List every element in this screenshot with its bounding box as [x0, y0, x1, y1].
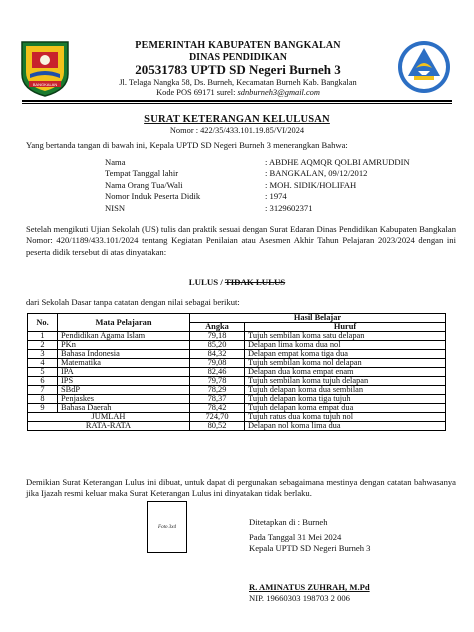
header-no: No.	[28, 314, 58, 332]
cell-huruf: Tujuh delapan koma tiga tujuh	[245, 395, 446, 404]
cell-huruf: Delapan dua koma empat enam	[245, 368, 446, 377]
closing-text: Demikian Surat Keterangan Lulus ini dibuat, untuk dapat di pergunakan sebagaimana mestinya dengan catatan bahwasanya jika Ijazah resmi keluar maka Surat Keterangan Lulus ini dinyatakan tidak berlaku.	[26, 477, 456, 499]
signature-place: Ditetapkan di : Burneh	[249, 517, 328, 527]
exam-paragraph: Setelah mengikuti Ujian Sekolah (US) tulis dan praktik sesuai dengan Surat Edaran Dinas Pendidikan Kabupaten Bangkalan Nomor: 420/1189/433.101/2024 tentang Kegiatan Penilaian atau Asesmen Akhir Tahun Pelajaran 2023/2024 dengan ini peserta didik tersebut di atas dinyatakan:	[26, 224, 456, 257]
cell-mapel: Penjaskes	[58, 395, 190, 404]
info-label: Nama Orang Tua/Wali	[105, 179, 183, 190]
cell-huruf: Delapan lima koma dua nol	[245, 341, 446, 350]
cell-angka: 78,29	[190, 386, 245, 395]
cell-mapel: IPS	[58, 377, 190, 386]
status-separator: /	[218, 277, 225, 287]
student-info-row	[105, 191, 455, 202]
total-angka: 724,70	[190, 413, 245, 422]
info-value: : 3129602371	[265, 202, 313, 213]
table-average-row	[28, 422, 446, 431]
letterhead-school: 20531783 UPTD SD Negeri Burneh 3	[135, 62, 341, 77]
student-info-row	[105, 180, 455, 191]
info-label: Nomor Induk Peserta Didik	[105, 191, 201, 202]
cell-no: 2	[28, 341, 58, 350]
grades-intro: dari Sekolah Dasar tanpa catatan dengan nilai sebagai berikut:	[26, 297, 240, 307]
student-info-row	[105, 157, 455, 168]
table-row	[28, 377, 446, 386]
cell-huruf: Tujuh delapan koma dua sembilan	[245, 386, 446, 395]
info-value: : BANGKALAN, 09/12/2012	[265, 168, 368, 179]
cell-mapel: Bahasa Indonesia	[58, 350, 190, 359]
signature-position: Kepala UPTD SD Negeri Burneh 3	[249, 543, 371, 553]
bangkalan-crest-logo	[18, 38, 72, 98]
cell-no: 7	[28, 386, 58, 395]
total-label: JUMLAH	[28, 413, 190, 422]
photo-label: Foto 3x4	[158, 524, 176, 530]
cell-angka: 78,42	[190, 404, 245, 413]
intro-text: Yang bertanda tangan di bawah ini, Kepala UPTD SD Negeri Burneh 3 menerangkan Bahwa:	[26, 140, 348, 150]
signature-name: R. AMINATUS ZUHRAH, M.Pd	[249, 582, 370, 592]
cell-angka: 79,08	[190, 359, 245, 368]
table-row	[28, 332, 446, 341]
document-title: SURAT KETERANGAN KELULUSAN	[144, 114, 330, 125]
average-huruf: Delapan nol koma lima dua	[245, 422, 446, 431]
cell-huruf: Tujuh sembilan koma nol delapan	[245, 359, 446, 368]
student-info-row	[105, 203, 455, 214]
cell-no: 1	[28, 332, 58, 341]
cell-mapel: Bahasa Daerah	[58, 404, 190, 413]
letterhead-contact	[80, 88, 396, 98]
table-header-row	[28, 314, 446, 323]
cell-mapel: Matematika	[58, 359, 190, 368]
cell-angka: 82,46	[190, 368, 245, 377]
letterhead	[80, 40, 396, 97]
cell-huruf: Tujuh delapan koma empat dua	[245, 404, 446, 413]
letterhead-department: DINAS PENDIDIKAN	[188, 51, 288, 63]
cell-angka: 79,18	[190, 332, 245, 341]
graduation-status	[0, 277, 474, 287]
table-row	[28, 404, 446, 413]
cell-angka: 79,78	[190, 377, 245, 386]
cell-no: 3	[28, 350, 58, 359]
signature-nip: NIP. 19660303 198703 2 006	[249, 593, 350, 603]
cell-angka: 85,20	[190, 341, 245, 350]
table-row	[28, 359, 446, 368]
signature-date: Pada Tanggal 31 Mei 2024	[249, 532, 342, 542]
letterhead-email: sdnburneh3@gmail.com	[237, 87, 320, 97]
cell-huruf: Tujuh sembilan koma satu delapan	[245, 332, 446, 341]
logo-left-text: BANGKALAN	[32, 81, 58, 87]
cell-huruf: Tujuh sembilan koma tujuh delapan	[245, 377, 446, 386]
cell-no: 9	[28, 404, 58, 413]
header-hasil: Hasil Belajar	[190, 314, 446, 323]
cell-huruf: Delapan empat koma tiga dua	[245, 350, 446, 359]
average-label: RATA-RATA	[28, 422, 190, 431]
cell-mapel: SBdP	[58, 386, 190, 395]
header-huruf: Huruf	[245, 323, 446, 332]
status-tidak-lulus: TIDAK LULUS	[224, 277, 286, 287]
info-value: : MOH. SIDIK/HOLIFAH	[265, 179, 357, 190]
letterhead-rule-thick	[22, 100, 452, 102]
total-huruf: Tujuh ratus dua koma tujuh nol	[245, 413, 446, 422]
photo-box	[147, 501, 187, 553]
cell-no: 5	[28, 368, 58, 377]
average-angka: 80,52	[190, 422, 245, 431]
cell-angka: 84,32	[190, 350, 245, 359]
student-info	[105, 157, 455, 214]
student-info-row	[105, 168, 455, 179]
info-value: : ABDHE AQMQR QOLBI AMRUDDIN	[265, 157, 410, 167]
letterhead-address: Jl. Telaga Nangka 58, Ds. Burneh, Kecamatan Burneh Kab. Bangkalan	[119, 77, 357, 87]
info-label: Nama	[105, 157, 126, 167]
cell-no: 6	[28, 377, 58, 386]
cell-no: 8	[28, 395, 58, 404]
cell-angka: 78,37	[190, 395, 245, 404]
letterhead-postcode: Kode POS 69171 surel:	[156, 87, 238, 97]
cell-no: 4	[28, 359, 58, 368]
letterhead-government: PEMERINTAH KABUPATEN BANGKALAN	[135, 40, 341, 51]
info-label: Tempat Tanggal lahir	[105, 168, 179, 179]
info-value: : 1974	[265, 191, 287, 202]
cell-mapel: PKn	[58, 341, 190, 350]
cell-mapel: IPA	[58, 368, 190, 377]
status-lulus: LULUS	[188, 277, 219, 287]
letterhead-rule-thin	[22, 103, 452, 104]
info-label: NISN	[105, 202, 126, 213]
cell-mapel: Pendidikan Agama Islam	[58, 332, 190, 341]
table-row	[28, 368, 446, 377]
document-number: Nomor : 422/35/433.101.19.85/VI/2024	[169, 126, 305, 135]
grades-table	[27, 313, 446, 431]
tut-wuri-handayani-logo	[396, 38, 452, 96]
header-mapel: Mata Pelajaran	[58, 314, 190, 332]
header-angka: Angka	[190, 323, 245, 332]
